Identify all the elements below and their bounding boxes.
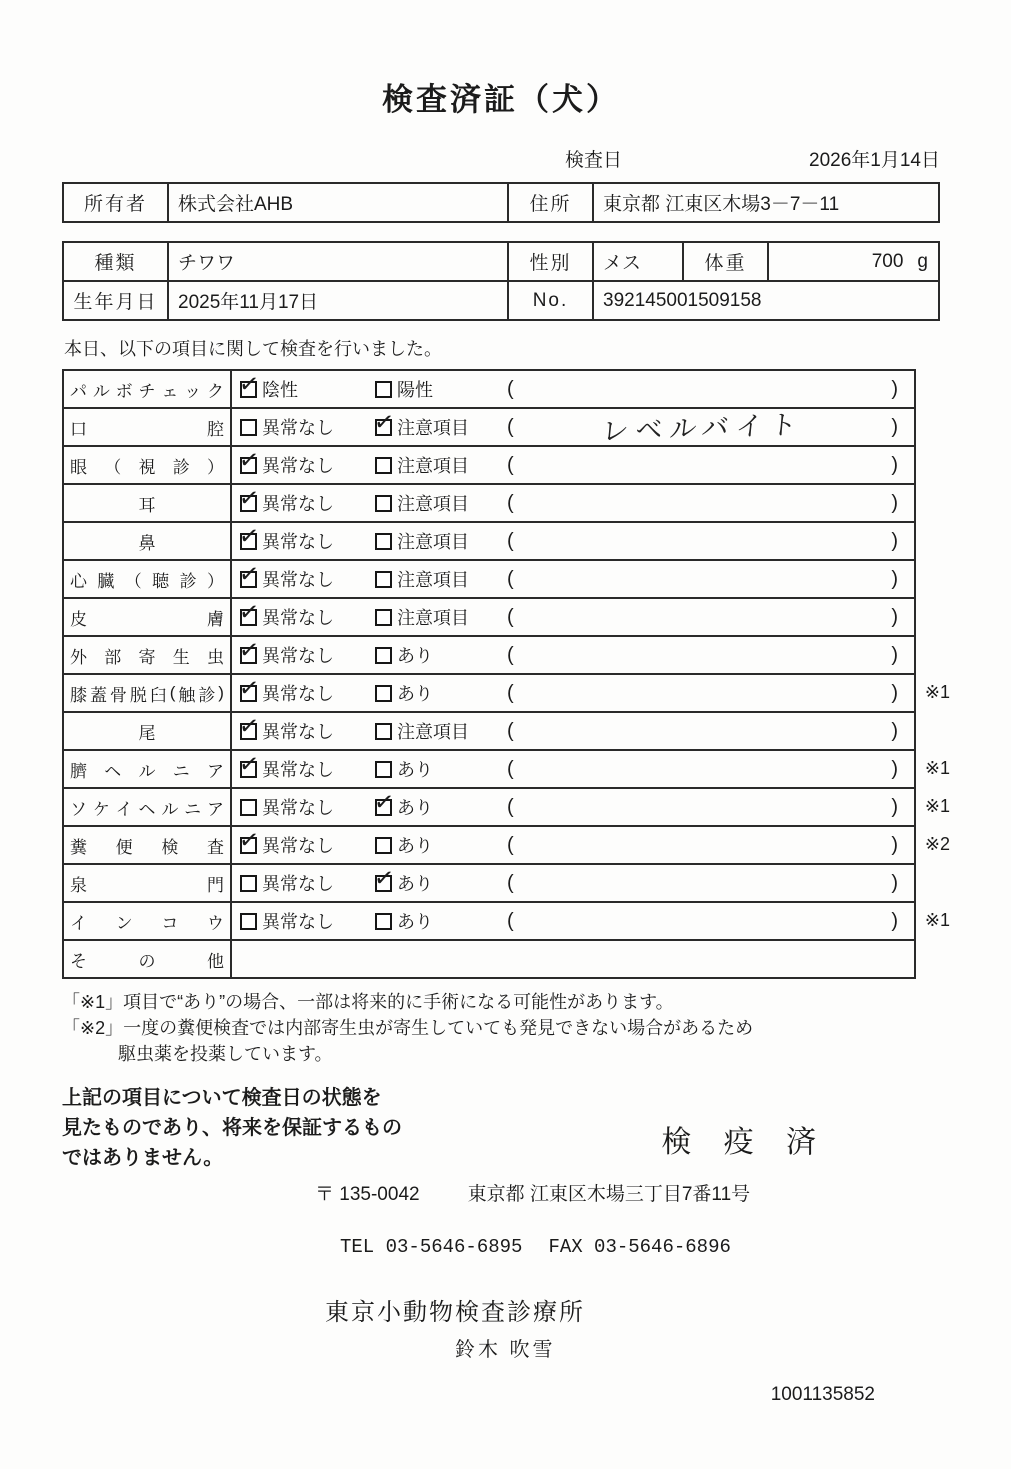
exam-item-label — [64, 827, 232, 863]
checkbox-unchecked-icon — [375, 609, 392, 626]
exam-item-label-char: 診 — [179, 571, 197, 591]
open-paren: ( — [507, 909, 514, 932]
checkbox-unchecked-icon — [375, 457, 392, 474]
checkbox-checked-icon — [240, 723, 257, 740]
exam-item-label — [64, 637, 232, 673]
close-paren: ) — [891, 605, 898, 628]
exam-item-label-char: ) — [218, 683, 224, 702]
exam-item-label-char: 眼 — [70, 457, 87, 477]
exam-remarks-cell — [502, 447, 914, 483]
close-paren: ) — [891, 453, 898, 476]
checkbox-checked-icon — [240, 495, 257, 512]
checkbox-unchecked-icon — [375, 837, 392, 854]
exam-option-label: 注意項目 — [397, 494, 469, 514]
exam-option — [367, 485, 502, 521]
exam-option — [367, 751, 502, 787]
exam-item-label — [64, 675, 232, 711]
birthdate-label: 生年月日 — [73, 292, 158, 313]
exam-item-label-char: 診 — [172, 457, 190, 477]
footnotes — [62, 989, 940, 1067]
exam-item-label-char: 他 — [207, 951, 224, 971]
checkbox-checked-icon — [240, 685, 257, 702]
tel-number: TEL 03-5646-6895 — [340, 1236, 523, 1259]
exam-option-label: あり — [397, 836, 433, 856]
exam-item-label-char: ッ — [184, 381, 202, 401]
exam-item-label-char: の — [138, 951, 156, 971]
checkbox-unchecked-icon — [375, 761, 392, 778]
exam-item-label-char: 部 — [104, 647, 122, 667]
exam-option — [232, 713, 367, 749]
clinic-address-line — [315, 1179, 940, 1206]
exam-option — [232, 599, 367, 635]
exam-row — [64, 371, 914, 407]
checkbox-unchecked-icon — [375, 571, 392, 588]
owner-value: 株式会社AHB — [167, 184, 507, 221]
exam-option — [367, 447, 502, 483]
exam-option — [367, 409, 502, 445]
document-number: 1001135852 — [770, 1384, 875, 1406]
exam-option — [367, 371, 502, 407]
exam-option — [367, 865, 502, 901]
handwritten-remark — [514, 722, 891, 735]
exam-remarks-cell — [502, 485, 914, 521]
checkbox-unchecked-icon — [240, 913, 257, 930]
close-paren: ) — [891, 643, 898, 666]
exam-row — [64, 483, 914, 521]
exam-option-label: 異常なし — [262, 912, 334, 932]
exam-remarks-cell — [502, 675, 914, 711]
exam-row — [64, 711, 914, 749]
weight-cell — [767, 243, 938, 280]
exam-option-label: 異常なし — [262, 874, 334, 894]
footnote-marker: ※1 — [924, 796, 950, 816]
exam-option — [367, 561, 502, 597]
checkbox-checked-icon — [240, 381, 257, 398]
weight-unit: g — [917, 250, 928, 272]
exam-item-label — [64, 713, 232, 749]
exam-table — [62, 369, 950, 979]
open-paren: ( — [507, 529, 514, 552]
exam-item-label-char: 聴 — [152, 571, 170, 591]
open-paren: ( — [507, 643, 514, 666]
open-paren: ( — [507, 567, 514, 590]
checkbox-checked-icon — [240, 457, 257, 474]
exam-row — [64, 597, 914, 635]
exam-item-label-char: 腔 — [207, 419, 224, 439]
exam-item-label-char: ニ — [172, 761, 190, 781]
exam-item-label-char: コ — [161, 913, 179, 933]
exam-item-label — [64, 447, 232, 483]
owner-table — [62, 182, 940, 223]
inspection-date-row — [565, 145, 940, 172]
sex-value: メス — [592, 243, 682, 280]
exam-item-label — [64, 523, 232, 559]
exam-item-label — [64, 789, 232, 825]
exam-item-label — [64, 485, 232, 521]
exam-option — [232, 865, 367, 901]
exam-option-label: 注意項目 — [397, 456, 469, 476]
exam-item-label-char: 口 — [70, 419, 87, 439]
inspection-date-label: 検査日 — [565, 150, 623, 171]
exam-option-label: あり — [397, 760, 433, 780]
checkbox-unchecked-icon — [240, 799, 257, 816]
close-paren: ) — [891, 529, 898, 552]
exam-option-label: 陰性 — [262, 380, 298, 400]
exam-option-label: 異常なし — [262, 722, 334, 742]
exam-option-label: 注意項目 — [397, 532, 469, 552]
exam-option — [232, 827, 367, 863]
exam-item-label-char: ） — [207, 457, 224, 477]
exam-remarks-cell — [502, 599, 914, 635]
disclaimer-line: ではありません。 — [62, 1147, 224, 1170]
open-paren: ( — [507, 605, 514, 628]
exam-row — [64, 635, 914, 673]
checkbox-unchecked-icon — [375, 913, 392, 930]
exam-option — [232, 561, 367, 597]
exam-remarks-cell — [502, 789, 914, 825]
close-paren: ) — [891, 719, 898, 742]
exam-item-label-char: ア — [206, 799, 224, 819]
exam-item-label-char: 便 — [115, 837, 133, 857]
open-paren: ( — [507, 833, 514, 856]
quarantine-stamp: 検 疫 済 — [661, 1126, 828, 1160]
veterinarian-name: 鈴木 吹雪 — [455, 1339, 556, 1362]
handwritten-remark — [514, 494, 891, 507]
exam-option-label: 異常なし — [262, 494, 334, 514]
exam-row — [64, 559, 914, 597]
exam-option — [367, 903, 502, 939]
exam-option — [232, 675, 367, 711]
checkbox-unchecked-icon — [375, 381, 392, 398]
exam-item-label-char: ニ — [184, 799, 202, 819]
checkbox-unchecked-icon — [240, 875, 257, 892]
disclaimer-line: 上記の項目について検査日の状態を — [62, 1087, 382, 1110]
exam-item-label-char: 尾 — [138, 723, 156, 743]
footnote-line: 駆虫薬を投薬しています。 — [118, 1044, 333, 1065]
owner-row — [64, 184, 938, 221]
disclaimer-line: 見たものであり、将来を保証するもの — [62, 1117, 402, 1140]
exam-remarks-cell — [502, 637, 914, 673]
handwritten-remark — [514, 456, 891, 469]
exam-option-label: 異常なし — [262, 570, 334, 590]
exam-item-label-char: 臓 — [97, 571, 115, 591]
exam-remarks-cell — [502, 561, 914, 597]
close-paren: ) — [891, 833, 898, 856]
checkbox-checked-icon — [375, 799, 392, 816]
weight-label: 体重 — [682, 243, 767, 280]
footnote-line: 「※1」項目で“あり”の場合、一部は将来的に手術になる可能性があります。 — [62, 992, 674, 1012]
birthdate-value: 2025年11月17日 — [167, 282, 507, 319]
exam-row — [64, 407, 914, 448]
close-paren: ) — [891, 377, 898, 400]
exam-option — [232, 447, 367, 483]
checkbox-checked-icon — [240, 761, 257, 778]
exam-row — [64, 939, 914, 977]
exam-item-label-char: 泉 — [70, 875, 87, 895]
exam-item-label — [64, 751, 232, 787]
pet-row-1 — [64, 243, 938, 280]
exam-option-label: 異常なし — [262, 418, 334, 438]
exam-item-label-char: ( — [169, 683, 176, 702]
open-paren: ( — [507, 681, 514, 704]
handwritten-remark — [514, 570, 891, 583]
breed-value: チワワ — [167, 243, 507, 280]
handwritten-remark — [514, 608, 891, 621]
exam-item-label-char: 虫 — [207, 647, 224, 667]
page-title: 検査済証（犬） — [382, 82, 620, 117]
handwritten-remark — [514, 684, 891, 697]
exam-item-label-char: チ — [138, 381, 156, 401]
handwritten-remark — [514, 798, 891, 811]
exam-item-label-char: 脱 — [129, 685, 147, 705]
exam-option — [232, 903, 367, 939]
exam-option — [232, 637, 367, 673]
exam-row — [64, 825, 950, 863]
exam-item-label-char: ル — [161, 799, 179, 819]
checkbox-unchecked-icon — [375, 533, 392, 550]
exam-option-label: 異常なし — [262, 456, 334, 476]
exam-item-label — [64, 903, 232, 939]
breed-label: 種類 — [94, 253, 137, 274]
exam-item-label-char: 骨 — [109, 685, 127, 705]
exam-option — [232, 789, 367, 825]
checkbox-unchecked-icon — [375, 685, 392, 702]
exam-remarks-cell — [502, 827, 914, 863]
close-paren: ) — [891, 415, 898, 438]
exam-row — [64, 901, 950, 939]
exam-option — [367, 713, 502, 749]
checkbox-unchecked-icon — [375, 495, 392, 512]
exam-item-label-char: ヘ — [138, 799, 156, 819]
exam-option-label: 異常なし — [262, 646, 334, 666]
exam-option-label: 注意項目 — [397, 570, 469, 590]
exam-remarks-cell — [502, 865, 914, 901]
exam-row — [64, 749, 950, 787]
exam-option-label: 注意項目 — [397, 722, 469, 742]
exam-option-label: 異常なし — [262, 608, 334, 628]
exam-option — [232, 751, 367, 787]
exam-option — [232, 523, 367, 559]
close-paren: ) — [891, 871, 898, 894]
handwritten-remark — [514, 532, 891, 545]
exam-item-label-char: 耳 — [138, 495, 156, 515]
exam-item-label — [64, 561, 232, 597]
postal-code: 〒 135-0042 — [315, 1184, 420, 1206]
fax-number: FAX 03-5646-6896 — [548, 1236, 731, 1259]
checkbox-checked-icon — [240, 647, 257, 664]
address-label: 住所 — [507, 184, 592, 221]
footnote-marker: ※2 — [924, 834, 950, 854]
exam-remarks-cell — [502, 751, 914, 787]
exam-option-label: あり — [397, 798, 433, 818]
exam-row — [64, 445, 914, 483]
exam-item-label-char: そ — [70, 951, 87, 971]
clinic-address: 東京都 江東区木場三丁目7番11号 — [467, 1184, 751, 1206]
footnote-line: 「※2」一度の糞便検査では内部寄生虫が寄生していても発見できない場合があるため — [62, 1018, 754, 1039]
exam-item-label-char: ソ — [70, 799, 87, 819]
exam-option-label: あり — [397, 684, 433, 704]
exam-item-label-char: ウ — [206, 913, 224, 933]
exam-item-label — [64, 599, 232, 635]
disclaimer-text — [62, 1083, 402, 1173]
exam-option-label: 異常なし — [262, 684, 334, 704]
exam-item-label-char: 臍 — [70, 761, 87, 781]
exam-remarks-cell — [502, 523, 914, 559]
close-paren: ) — [891, 757, 898, 780]
footnote-marker: ※1 — [924, 758, 950, 778]
exam-item-label-char: （ — [104, 457, 122, 477]
exam-option — [367, 827, 502, 863]
checkbox-checked-icon — [240, 609, 257, 626]
address-value: 東京都 江東区木場3－7－11 — [592, 184, 938, 221]
exam-item-label-char: 門 — [207, 875, 224, 895]
open-paren: ( — [507, 415, 514, 438]
clinic-name: 東京小動物検査診療所 — [325, 1299, 585, 1327]
exam-option — [232, 371, 367, 407]
exam-option-label: あり — [397, 912, 433, 932]
exam-option — [232, 409, 367, 445]
exam-item-label-char: イ — [115, 799, 133, 819]
exam-item-label-char: ク — [206, 381, 224, 401]
tel-fax-line — [340, 1236, 940, 1258]
handwritten-remark: レベルバイト — [599, 408, 805, 448]
exam-item-label-char: 寄 — [138, 647, 156, 667]
exam-option-label: 異常なし — [262, 760, 334, 780]
exam-item-label-char: （ — [124, 571, 142, 591]
exam-option-label: あり — [397, 874, 433, 894]
exam-empty-cell — [232, 941, 914, 977]
exam-item-label-char: 生 — [172, 647, 190, 667]
exam-item-label-char: ル — [138, 761, 156, 781]
no-label: No. — [507, 282, 592, 319]
exam-remarks-cell — [502, 408, 914, 448]
exam-option-label: あり — [397, 646, 433, 666]
open-paren: ( — [507, 757, 514, 780]
exam-item-label-char: 査 — [206, 837, 224, 857]
checkbox-unchecked-icon — [240, 419, 257, 436]
exam-row — [64, 863, 914, 901]
exam-item-label-char: 蓋 — [89, 685, 107, 705]
checkbox-checked-icon — [375, 875, 392, 892]
exam-item-label-char: ） — [206, 571, 224, 591]
handwritten-remark — [514, 836, 891, 849]
exam-remarks-cell — [502, 713, 914, 749]
exam-item-label-char: ン — [115, 913, 133, 933]
exam-option-label: 注意項目 — [397, 608, 469, 628]
checkbox-checked-icon — [375, 419, 392, 436]
exam-row — [64, 673, 950, 711]
weight-value: 700 — [871, 250, 904, 272]
exam-item-label-char: ボ — [115, 381, 133, 401]
open-paren: ( — [507, 491, 514, 514]
checkbox-unchecked-icon — [375, 647, 392, 664]
handwritten-remark — [514, 760, 891, 773]
handwritten-remark — [514, 912, 891, 925]
open-paren: ( — [507, 453, 514, 476]
checkbox-checked-icon — [240, 571, 257, 588]
inspection-date-value: 2026年1月14日 — [809, 150, 940, 171]
exam-item-label-char: 外 — [70, 647, 87, 667]
open-paren: ( — [507, 871, 514, 894]
owner-label: 所有者 — [83, 194, 147, 215]
exam-option — [367, 599, 502, 635]
exam-item-label-char: ア — [207, 761, 224, 781]
exam-item-label — [64, 409, 232, 445]
exam-item-label-char: イ — [70, 913, 87, 933]
pet-row-2 — [64, 280, 938, 319]
close-paren: ) — [891, 909, 898, 932]
exam-item-label-char: 糞 — [70, 837, 87, 857]
exam-item-label-char: 心 — [70, 571, 87, 591]
open-paren: ( — [507, 719, 514, 742]
exam-item-label-char: 視 — [138, 457, 156, 477]
exam-item-label-char: 皮 — [70, 609, 87, 629]
handwritten-remark — [514, 874, 891, 887]
exam-option — [367, 675, 502, 711]
exam-item-label-char: 診 — [198, 685, 216, 705]
checkbox-checked-icon — [240, 837, 257, 854]
exam-item-label-char: 検 — [161, 837, 179, 857]
open-paren: ( — [507, 377, 514, 400]
exam-item-label — [64, 371, 232, 407]
close-paren: ) — [891, 681, 898, 704]
exam-option — [367, 637, 502, 673]
exam-option-label: 注意項目 — [397, 418, 469, 438]
exam-option-label: 異常なし — [262, 798, 334, 818]
open-paren: ( — [507, 795, 514, 818]
exam-option-label: 陽性 — [397, 380, 433, 400]
close-paren: ) — [891, 567, 898, 590]
exam-item-label-char: 膝 — [70, 685, 87, 705]
exam-option — [367, 789, 502, 825]
exam-item-label-char: ケ — [92, 799, 110, 819]
close-paren: ) — [891, 795, 898, 818]
exam-row — [64, 521, 914, 559]
pet-table — [62, 241, 940, 321]
handwritten-remark — [514, 646, 891, 659]
checkbox-unchecked-icon — [375, 723, 392, 740]
bottom-area — [62, 1083, 940, 1173]
exam-option-label: 異常なし — [262, 532, 334, 552]
footnote-marker: ※1 — [924, 682, 950, 702]
exam-item-label-char: 触 — [178, 685, 196, 705]
exam-item-label-char: 臼 — [149, 685, 167, 705]
exam-row — [64, 787, 950, 825]
exam-option-label: 異常なし — [262, 836, 334, 856]
exam-item-label-char: パ — [70, 381, 87, 401]
exam-item-label — [64, 865, 232, 901]
exam-item-label — [64, 941, 232, 977]
exam-remarks-cell — [502, 903, 914, 939]
exam-item-label-char: 膚 — [207, 609, 224, 629]
handwritten-remark — [514, 380, 891, 393]
exam-item-label-char: ェ — [161, 381, 179, 401]
sex-label: 性別 — [507, 243, 592, 280]
exam-option — [232, 485, 367, 521]
close-paren: ) — [891, 491, 898, 514]
footnote-marker: ※1 — [924, 910, 950, 930]
exam-item-label-char: 鼻 — [138, 533, 156, 553]
exam-option — [367, 523, 502, 559]
intro-text: 本日、以下の項目に関して検査を行いました。 — [64, 339, 442, 359]
no-value: 392145001509158 — [592, 282, 938, 319]
exam-item-label-char: ヘ — [104, 761, 122, 781]
checkbox-checked-icon — [240, 533, 257, 550]
exam-item-label-char: ル — [92, 381, 110, 401]
